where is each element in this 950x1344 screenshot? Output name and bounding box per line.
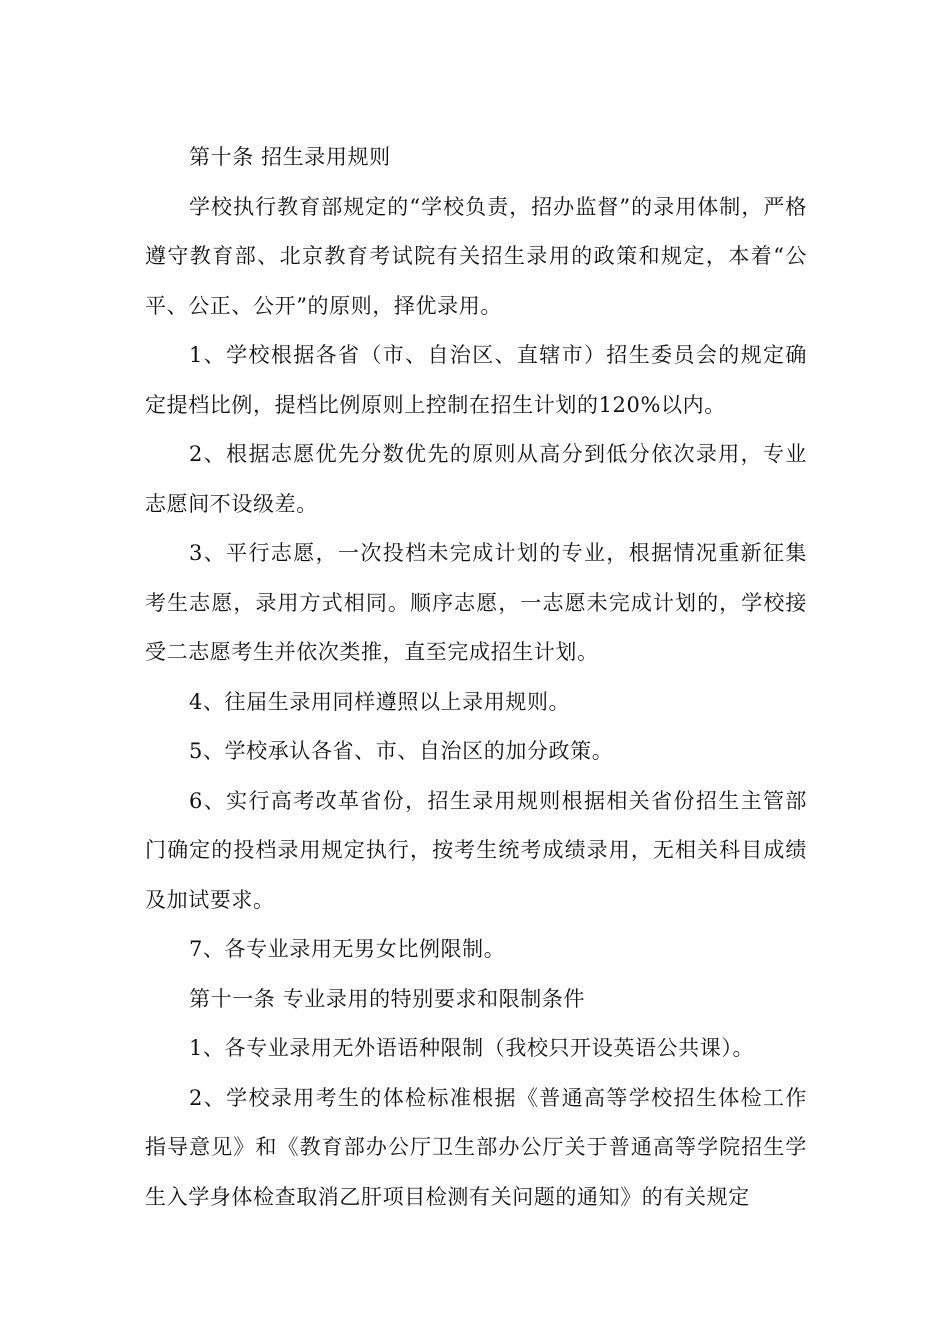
document-body — [145, 133, 807, 1222]
article-10-item-6: 6、实行高考改革省份，招生录用规则根据相关省份招生主管部门确定的投档录用规定执行，按考生统考成绩录用，无相关科目成绩及加试要求。 — [145, 788, 807, 912]
article-11-item-1: 1、各专业录用无外语语种限制（我校只开设英语公共课）。 — [189, 1036, 755, 1060]
article-10-item-7: 7、各专业录用无男女比例限制。 — [189, 937, 506, 961]
article-10-item-1: 1、学校根据各省（市、自治区、直辖市）招生委员会的规定确定提档比例，提档比例原则上控制在招生计划的120%以内。 — [145, 343, 807, 417]
article-10-item-5: 5、学校承认各省、市、自治区的加分政策。 — [189, 739, 614, 763]
article-10-item-2: 2、根据志愿优先分数优先的原则从高分到低分依次录用，专业志愿间不设级差。 — [145, 442, 807, 516]
article-11-item-2: 2、学校录用考生的体检标准根据《普通高等学校招生体检工作指导意见》和《教育部办公厅卫生部办公厅关于普通高等学院招生学生入学身体检查取消乙肝项目检测有关问题的通知》的有关规定 — [145, 1085, 807, 1209]
article-10-item-4: 4、往届生录用同样遵照以上录用规则。 — [189, 689, 571, 714]
article-10-intro: 学校执行教育部规定的“学校负责，招办监督”的录用体制，严格遵守教育部、北京教育考试院有关招生录用的政策和规定，本着“公平、公正、公开”的原则，择优录用。 — [145, 194, 807, 318]
article-10-heading: 第十条 招生录用规则 — [189, 145, 391, 169]
article-10-item-3: 3、平行志愿，一次投档未完成计划的专业，根据情况重新征集考生志愿，录用方式相同。顺序志愿，一志愿未完成计划的，学校接受二志愿考生并依次类推，直至完成招生计划。 — [145, 541, 807, 664]
article-11-heading: 第十一条 专业录用的特别要求和限制条件 — [189, 986, 586, 1011]
